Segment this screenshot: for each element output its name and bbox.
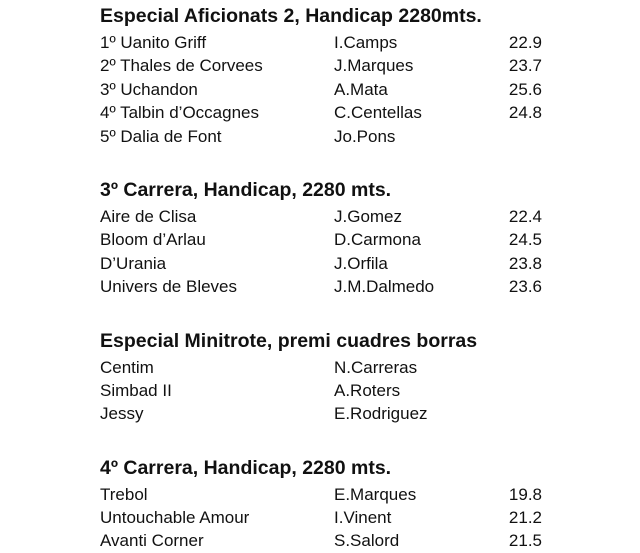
jockey-name: A.Mata (334, 79, 388, 99)
horse-name: Jessy (100, 404, 144, 424)
race-section (100, 4, 560, 148)
horse-name: 1º Uanito Griff (100, 33, 207, 52)
result-row (100, 402, 560, 425)
result-row (100, 101, 560, 124)
horse-name: 2º Thales de Corvees (100, 56, 263, 76)
race-results (100, 0, 560, 553)
race-title: Especial Minitrote, premi cuadres borras (100, 329, 478, 352)
result-row (100, 78, 560, 101)
result-row (100, 506, 560, 529)
race-title: 4º Carrera, Handicap, 2280 mts. (100, 456, 392, 479)
jockey-name: C.Centellas (334, 103, 422, 123)
result-row (100, 125, 560, 148)
time-value: 21.2 (508, 508, 542, 528)
race-section (100, 456, 560, 553)
jockey-name: I.Vinent (334, 508, 392, 528)
horse-name: Aire de Clisa (100, 206, 197, 226)
horse-name: 3º Uchandon (100, 79, 198, 99)
result-row (100, 275, 560, 298)
jockey-name: N.Carreras (334, 357, 418, 377)
time-value: 24.5 (508, 230, 542, 250)
horse-name: D’Urania (100, 253, 167, 273)
horse-name: Univers de Bleves (100, 277, 238, 297)
horse-name: Centim (100, 357, 154, 377)
horse-name: Untouchable Amour (100, 508, 250, 528)
jockey-name: J.M.Dalmedo (334, 277, 435, 297)
race-title: Especial Aficionats 2, Handicap 2280mts. (100, 5, 482, 27)
horse-name: 5º Dalia de Font (100, 126, 222, 146)
jockey-name: Jo.Pons (334, 126, 396, 146)
result-row (100, 54, 560, 77)
time-value: 19.8 (508, 484, 542, 504)
time-value: 23.7 (508, 56, 542, 76)
jockey-name: I.Camps (334, 33, 398, 52)
result-row (100, 205, 560, 228)
horse-name: Bloom d’Arlau (100, 230, 206, 250)
jockey-name: S.Salord (334, 531, 400, 551)
time-value: 22.9 (508, 33, 542, 52)
result-row (100, 356, 560, 379)
jockey-name: J.Marques (334, 56, 414, 76)
race-section (100, 329, 560, 426)
jockey-name: A.Roters (334, 380, 401, 400)
section-spacer (100, 299, 560, 325)
result-row (100, 483, 560, 506)
race-title: 3º Carrera, Handicap, 2280 mts. (100, 178, 392, 201)
horse-name: Trebol (100, 484, 148, 504)
horse-name: Avanti Corner (100, 531, 204, 551)
time-value: 23.6 (508, 277, 542, 297)
jockey-name: D.Carmona (334, 230, 421, 250)
result-row (100, 228, 560, 251)
result-row (100, 31, 560, 54)
race-section (100, 178, 560, 299)
result-row (100, 379, 560, 402)
jockey-name: E.Marques (334, 484, 417, 504)
time-value: 24.8 (508, 103, 542, 123)
horse-name: 4º Talbin d’Occagnes (100, 103, 259, 123)
section-spacer (100, 148, 560, 174)
time-value: 23.8 (508, 253, 542, 273)
jockey-name: J.Orfila (334, 253, 388, 273)
time-value: 22.4 (508, 206, 542, 226)
jockey-name: E.Rodriguez (334, 404, 428, 424)
section-spacer (100, 426, 560, 452)
result-row (100, 252, 560, 275)
horse-name: Simbad II (100, 380, 172, 400)
result-row (100, 529, 560, 552)
jockey-name: J.Gomez (334, 206, 403, 226)
time-value: 25.6 (508, 79, 542, 99)
time-value: 21.5 (508, 531, 542, 551)
